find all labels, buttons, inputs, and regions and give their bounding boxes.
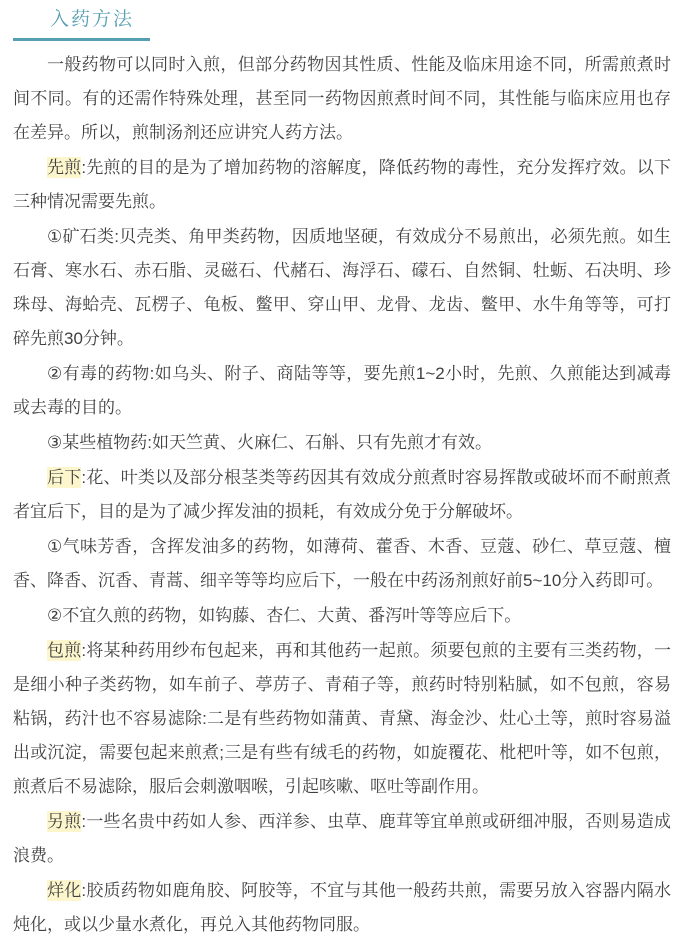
paragraph	[13, 48, 671, 150]
paragraph-text: :花、叶类以及部分根茎类等药因其有效成分煎煮时容易挥散或破坏而不耐煎煮者宜后下，目的是为了减少挥发油的损耗，有效成分免于分解破坏。	[13, 468, 671, 521]
paragraph-text: ③某些植物药:如天竺黄、火麻仁、石斛、只有先煎才有效。	[47, 433, 492, 452]
paragraph-text: ②有毒的药物:如乌头、附子、商陆等等，要先煎1~2小时，先煎、久煎能达到减毒或去毒的目的。	[13, 364, 671, 417]
paragraph	[13, 530, 671, 598]
highlighted-term: 另煎	[47, 812, 82, 831]
paragraph	[13, 357, 671, 425]
paragraph	[13, 426, 671, 460]
page-title: 入药方法	[50, 9, 135, 30]
paragraph	[13, 599, 671, 633]
section-header	[13, 6, 150, 41]
highlighted-term: 后下	[47, 468, 82, 487]
paragraph-text: :将某种药用纱布包起来，再和其他药一起煎。须要包煎的主要有三类药物，一是细小种子类药物，如车前子、葶苈子、青葙子等，煎药时特别粘腻，如不包煎，容易粘锅，药汁也不容易滤除:二是有些药物如蒲黄、青黛、海金沙、灶心土等，煎时容易溢出或沉淀，需要包起来煎煮;三是有些有绒毛的药物，如旋覆花、枇杷叶等，如不包煎，煎煮后不易滤除，服后会刺激咽喉，引起咳嗽、呕吐等副作用。	[13, 641, 671, 796]
paragraph	[13, 634, 671, 804]
paragraph-text: :先煎的目的是为了增加药物的溶解度，降低药物的毒性，充分发挥疗效。以下三种情况需要先煎。	[13, 158, 671, 211]
paragraph	[13, 874, 671, 942]
paragraph-text: ①矿石类:贝壳类、角甲类药物，因质地坚硬，有效成分不易煎出，必须先煎。如生石膏、寒水石、赤石脂、灵磁石、代赭石、海浮石、礞石、自然铜、牡蛎、石决明、珍珠母、海蛤壳、瓦楞子、龟板、鳖甲、穿山甲、龙骨、龙齿、鳖甲、水牛角等等，可打碎先煎30分钟。	[13, 227, 671, 348]
paragraph	[13, 151, 671, 219]
paragraph	[13, 220, 671, 356]
paragraph-text: :胶质药物如鹿角胶、阿胶等，不宜与其他一般药共煎，需要另放入容器内隔水炖化，或以少量水煮化，再兑入其他药物同服。	[13, 881, 671, 934]
paragraph	[13, 805, 671, 873]
paragraph-text: 一般药物可以同时入煎，但部分药物因其性质、性能及临床用途不同，所需煎煮时间不同。有的还需作特殊处理，甚至同一药物因煎煮时间不同，其性能与临床应用也存在差异。所以，煎制汤剂还应讲究人药方法。	[13, 55, 671, 142]
paragraph-text: ②不宜久煎的药物，如钩藤、杏仁、大黄、番泻叶等等应后下。	[47, 606, 522, 625]
paragraph-text: :一些名贵中药如人参、西洋参、虫草、鹿茸等宜单煎或研细冲服，否则易造成浪费。	[13, 812, 671, 865]
article-body	[13, 48, 671, 942]
highlighted-term: 烊化	[47, 881, 82, 900]
paragraph-text: ①气味芳香，含挥发油多的药物，如薄荷、藿香、木香、豆蔻、砂仁、草豆蔻、檀香、降香、沉香、青蒿、细辛等等均应后下，一般在中药汤剂煎好前5~10分入药即可。	[13, 537, 671, 590]
paragraph	[13, 461, 671, 529]
highlighted-term: 包煎	[47, 641, 82, 660]
highlighted-term: 先煎	[47, 158, 82, 177]
